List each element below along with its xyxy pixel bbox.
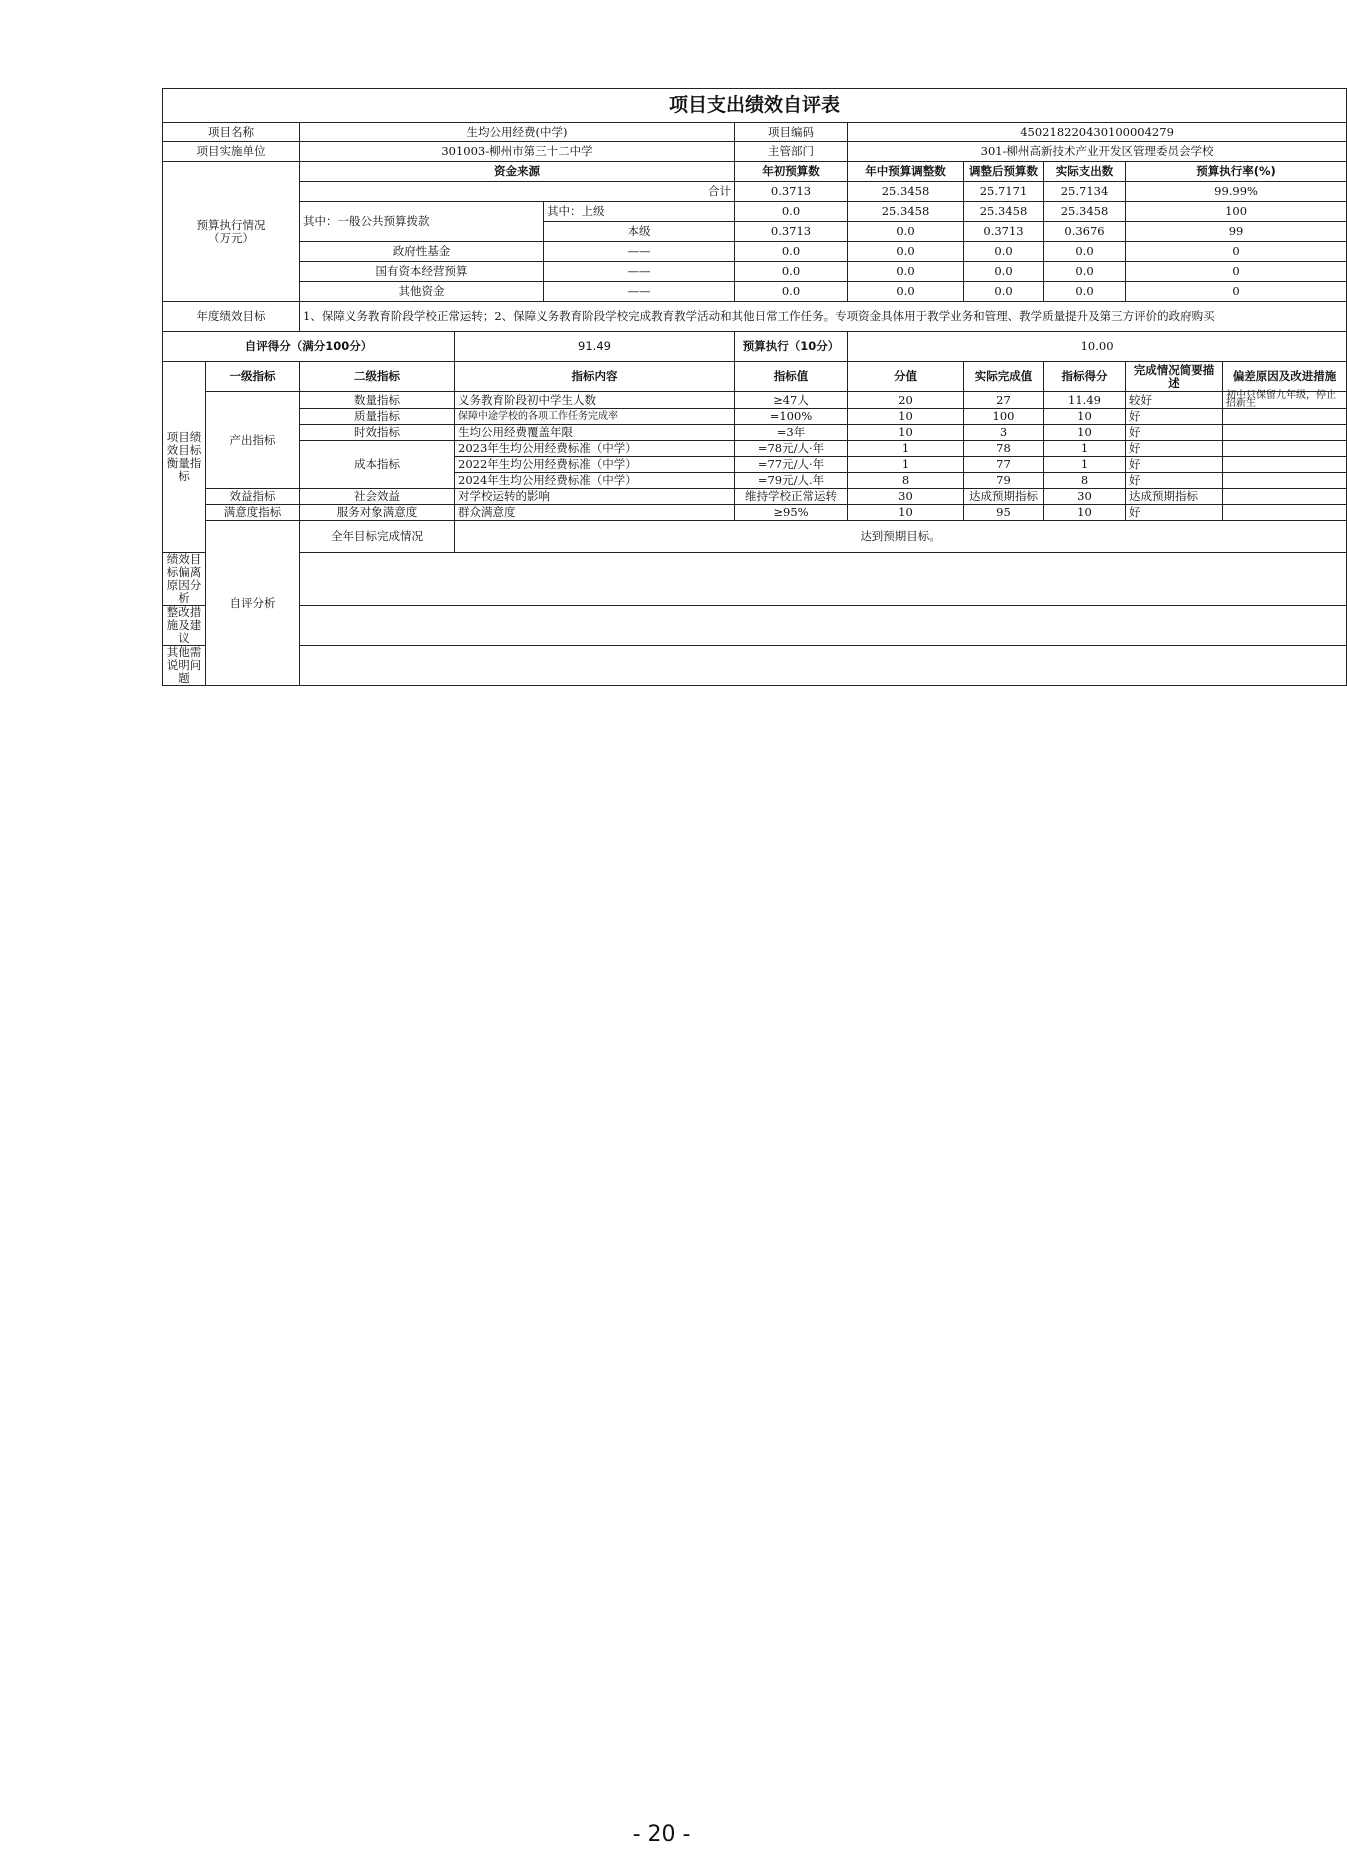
cell: 25.7134 xyxy=(1044,182,1126,202)
cell: 1 xyxy=(1044,457,1126,473)
cell: 100 xyxy=(1126,202,1347,222)
indicators-section-label: 项目绩效目标衡量指标 xyxy=(163,362,206,553)
upper-label: 其中：上级 xyxy=(544,202,735,222)
cell: 99.99% xyxy=(1126,182,1347,202)
service-satisfaction-label: 服务对象满意度 xyxy=(300,505,455,521)
cell: 0 xyxy=(1126,282,1347,302)
state-capital-label: 国有资本经营预算 xyxy=(300,262,544,282)
dash-cell: —— xyxy=(544,282,735,302)
cell: 0.0 xyxy=(848,262,964,282)
ind-header-summary: 完成情况简要描述 xyxy=(1126,362,1223,392)
cell: 好 xyxy=(1126,457,1223,473)
cell: 10 xyxy=(848,409,964,425)
indicator-row-social xyxy=(163,489,1347,505)
cell: 群众满意度 xyxy=(455,505,735,521)
deviation-analysis-label: 绩效目标偏离原因分析 xyxy=(163,553,206,606)
cell: 0.0 xyxy=(964,262,1044,282)
indicator-row-satisfaction xyxy=(163,505,1347,521)
cell: 25.3458 xyxy=(1044,202,1126,222)
cell: 初中只保留九年级，停止招新生 xyxy=(1223,392,1347,409)
quality-label: 质量指标 xyxy=(300,409,455,425)
ind-header-deviation: 偏差原因及改进措施 xyxy=(1223,362,1347,392)
dash-cell: —— xyxy=(544,242,735,262)
implementing-unit-value: 301003-柳州市第三十二中学 xyxy=(300,142,735,162)
cell: =79元/人.年 xyxy=(735,473,848,489)
rectification-label: 整改措施及建议 xyxy=(163,606,206,646)
ind-header-content: 指标内容 xyxy=(455,362,735,392)
cell xyxy=(1223,489,1347,505)
budget-header-rate: 预算执行率(%) xyxy=(1126,162,1347,182)
cost-label: 成本指标 xyxy=(300,441,455,489)
cell xyxy=(1223,409,1347,425)
budget-row-upper xyxy=(163,202,1347,222)
cell: =77元/人·年 xyxy=(735,457,848,473)
budget-row-gov-fund xyxy=(163,242,1347,262)
indicator-row-time xyxy=(163,425,1347,441)
budget-row-other xyxy=(163,282,1347,302)
cell: 好 xyxy=(1126,473,1223,489)
project-name-label: 项目名称 xyxy=(163,123,300,142)
cell xyxy=(1223,473,1347,489)
cell: 10 xyxy=(848,425,964,441)
ind-header-actual: 实际完成值 xyxy=(964,362,1044,392)
deviation-analysis-value xyxy=(300,553,1347,606)
ind-header-score: 指标得分 xyxy=(1044,362,1126,392)
cell: 10 xyxy=(1044,409,1126,425)
cell: 0.0 xyxy=(848,222,964,242)
budget-section-label: 预算执行情况 （万元） xyxy=(163,162,300,302)
cell: 8 xyxy=(1044,473,1126,489)
cell xyxy=(1223,505,1347,521)
ind-header-value: 指标值 xyxy=(735,362,848,392)
cell: 99 xyxy=(1126,222,1347,242)
cell: 生均公用经费覆盖年限 xyxy=(455,425,735,441)
annual-goal-label: 年度绩效目标 xyxy=(163,302,300,332)
cell: 30 xyxy=(1044,489,1126,505)
table-title: 项目支出绩效自评表 xyxy=(163,89,1347,123)
self-score-label: 自评得分（满分100分） xyxy=(163,332,455,362)
cell: 11.49 xyxy=(1044,392,1126,409)
cell: 对学校运转的影响 xyxy=(455,489,735,505)
cell: 0 xyxy=(1126,262,1347,282)
cell: 2022年生均公用经费标准（中学） xyxy=(455,457,735,473)
analysis-section-label: 自评分析 xyxy=(206,521,300,686)
dash-cell: —— xyxy=(544,262,735,282)
ind-header-level1: 一级指标 xyxy=(206,362,300,392)
cell: 好 xyxy=(1126,505,1223,521)
budget-header-source: 资金来源 xyxy=(300,162,735,182)
cell: 30 xyxy=(848,489,964,505)
cell: 0.0 xyxy=(964,242,1044,262)
cell: 20 xyxy=(848,392,964,409)
cell: ≥95% xyxy=(735,505,848,521)
indicator-row-cost-2023 xyxy=(163,441,1347,457)
department-label: 主管部门 xyxy=(735,142,848,162)
rectification-value xyxy=(300,606,1347,646)
cell: 0.0 xyxy=(735,262,848,282)
budget-header-adjust: 年中预算调整数 xyxy=(848,162,964,182)
cell: 10 xyxy=(848,505,964,521)
cell: 3 xyxy=(964,425,1044,441)
budget-header-actual: 实际支出数 xyxy=(1044,162,1126,182)
budget-exec-value: 10.00 xyxy=(848,332,1347,362)
cell: 0.0 xyxy=(848,282,964,302)
budget-header-initial: 年初预算数 xyxy=(735,162,848,182)
cell: 0.0 xyxy=(735,282,848,302)
cell: 77 xyxy=(964,457,1044,473)
cell: 0.3713 xyxy=(964,222,1044,242)
cell: 25.3458 xyxy=(964,202,1044,222)
cell: 达成预期指标 xyxy=(1126,489,1223,505)
social-benefit-label: 社会效益 xyxy=(300,489,455,505)
total-label: 合计 xyxy=(300,182,735,202)
project-name-value: 生均公用经费(中学) xyxy=(300,123,735,142)
cell: 0.0 xyxy=(735,242,848,262)
cell: 10 xyxy=(1044,505,1126,521)
quantity-label: 数量指标 xyxy=(300,392,455,409)
cell: 10 xyxy=(1044,425,1126,441)
self-score-value: 91.49 xyxy=(455,332,735,362)
cell: 0.3676 xyxy=(1044,222,1126,242)
gov-fund-label: 政府性基金 xyxy=(300,242,544,262)
indicator-row-quantity xyxy=(163,392,1347,409)
page-number: - 20 - xyxy=(632,1822,691,1847)
output-indicator-label: 产出指标 xyxy=(206,392,300,489)
time-label: 时效指标 xyxy=(300,425,455,441)
cell: 0.0 xyxy=(735,202,848,222)
general-budget-label: 其中：一般公共预算拨款 xyxy=(300,202,544,242)
cell: =100% xyxy=(735,409,848,425)
cell: 保障中途学校的各项工作任务完成率 xyxy=(455,409,735,425)
cell: 1 xyxy=(848,441,964,457)
budget-row-total xyxy=(163,182,1347,202)
cell: 2024年生均公用经费标准（中学） xyxy=(455,473,735,489)
cell: 0.3713 xyxy=(735,182,848,202)
cell: 0.0 xyxy=(1044,242,1126,262)
cell: 79 xyxy=(964,473,1044,489)
cell: 0 xyxy=(1126,242,1347,262)
cell: 0.0 xyxy=(1044,262,1126,282)
project-code-value: 450218220430100004279 xyxy=(848,123,1347,142)
performance-self-evaluation-table xyxy=(162,88,1347,686)
cell xyxy=(1223,441,1347,457)
cell: 8 xyxy=(848,473,964,489)
cell: =78元/人·年 xyxy=(735,441,848,457)
cell: 100 xyxy=(964,409,1044,425)
department-value: 301-柳州高新技术产业开发区管理委员会学校 xyxy=(848,142,1347,162)
other-issues-value xyxy=(300,646,1347,686)
cell: 1 xyxy=(848,457,964,473)
cell: 0.3713 xyxy=(735,222,848,242)
satisfaction-indicator-label: 满意度指标 xyxy=(206,505,300,521)
cell: 维持学校正常运转 xyxy=(735,489,848,505)
cell: 78 xyxy=(964,441,1044,457)
cell: 好 xyxy=(1126,425,1223,441)
budget-header-adjusted: 调整后预算数 xyxy=(964,162,1044,182)
benefit-indicator-label: 效益指标 xyxy=(206,489,300,505)
completion-label: 全年目标完成情况 xyxy=(300,521,455,553)
local-label: 本级 xyxy=(544,222,735,242)
cell: 较好 xyxy=(1126,392,1223,409)
annual-goal-text: 1、保障义务教育阶段学校正常运转；2、保障义务教育阶段学校完成教育教学活动和其他日常工作任务。专项资金具体用于教学业务和管理、教学质量提升及第三方评价的政府购买 xyxy=(300,302,1347,332)
cell: 好 xyxy=(1126,409,1223,425)
cell: 0.0 xyxy=(964,282,1044,302)
cell: 95 xyxy=(964,505,1044,521)
cell: 1 xyxy=(1044,441,1126,457)
project-code-label: 项目编码 xyxy=(735,123,848,142)
cell: 25.7171 xyxy=(964,182,1044,202)
cell xyxy=(1223,457,1347,473)
ind-header-score-weight: 分值 xyxy=(848,362,964,392)
cell: 25.3458 xyxy=(848,182,964,202)
cell: 27 xyxy=(964,392,1044,409)
cell: 2023年生均公用经费标准（中学） xyxy=(455,441,735,457)
completion-value: 达到预期目标。 xyxy=(455,521,1347,553)
cell xyxy=(1223,425,1347,441)
cell: 25.3458 xyxy=(848,202,964,222)
other-issues-label: 其他需说明问题 xyxy=(163,646,206,686)
cell: 0.0 xyxy=(1044,282,1126,302)
cell: ≥47人 xyxy=(735,392,848,409)
cell: 好 xyxy=(1126,441,1223,457)
implementing-unit-label: 项目实施单位 xyxy=(163,142,300,162)
cell: 义务教育阶段初中学生人数 xyxy=(455,392,735,409)
cell: =3年 xyxy=(735,425,848,441)
ind-header-level2: 二级指标 xyxy=(300,362,455,392)
indicator-row-quality xyxy=(163,409,1347,425)
other-funds-label: 其他资金 xyxy=(300,282,544,302)
cell: 0.0 xyxy=(848,242,964,262)
cell: 达成预期指标 xyxy=(964,489,1044,505)
budget-exec-label: 预算执行（10分） xyxy=(735,332,848,362)
budget-row-state-capital xyxy=(163,262,1347,282)
